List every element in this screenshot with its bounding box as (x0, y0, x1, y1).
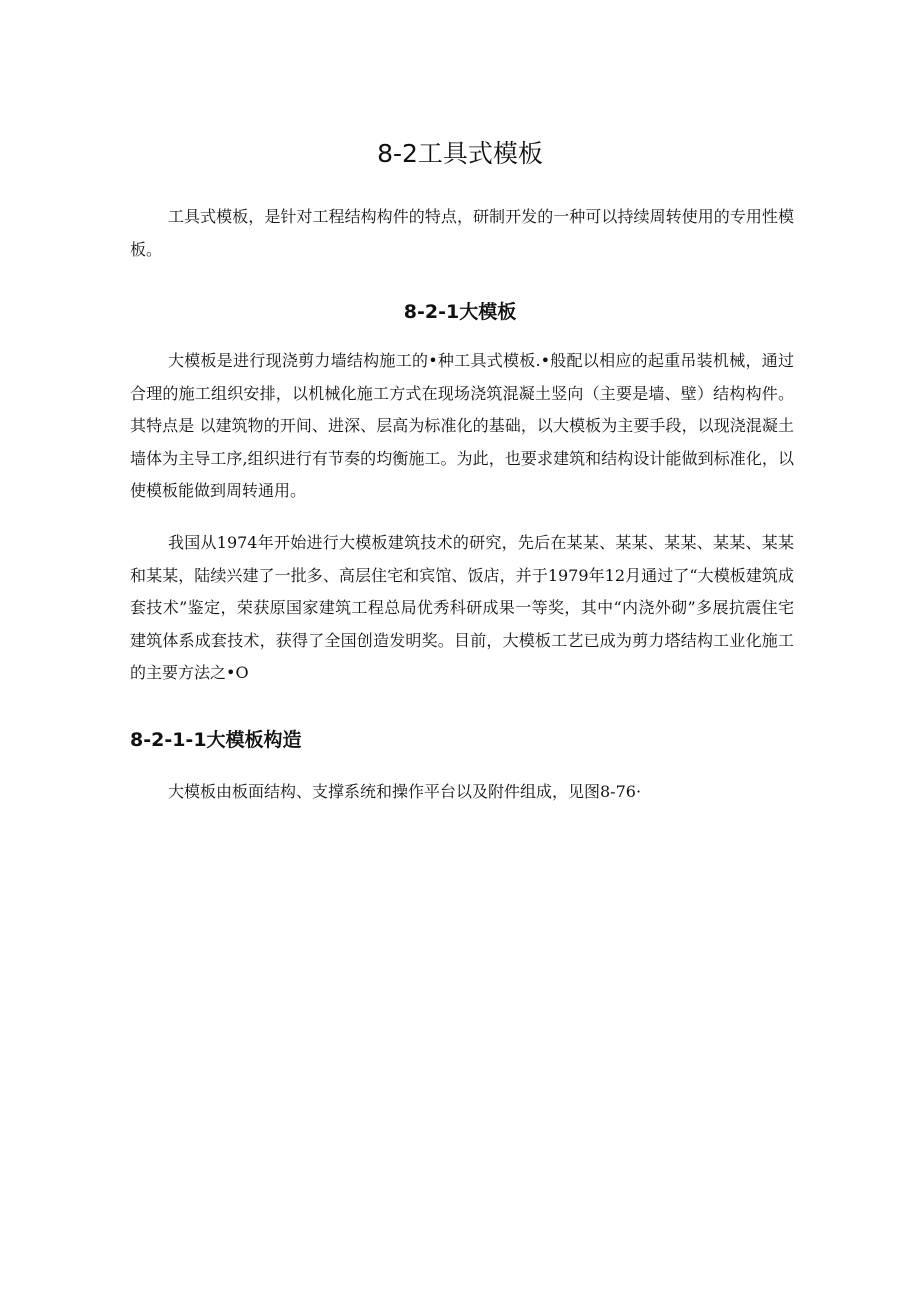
section-heading-large-formwork: 8-2-1大模板 (403, 301, 517, 323)
section-2-paragraph: 大模板由板面结构、支撑系统和操作平台以及附件组成，见图8-76· (168, 782, 642, 801)
intro-paragraph: 工具式模板，是针对工程结构构件的特点，研制开发的一种可以持续周转使用的专用性模板。 (130, 207, 794, 259)
section-1-paragraph-1: 大模板是进行现浇剪力墙结构施工的•种工具式模板.•般配以相应的起重吊装机械，通过合理的施工组织安排，以机械化施工方式在现场浇筑混凝土竖向（主要是墙、壁）结构构件。其特点是 以建筑物的开间、进深、层高为标准化的基础，以大模板为主要手段，以现浇混凝土墙体为主导工序,组织进行有节奏的均衡施工。为此，也要求建筑和结构设计能做到标准化，以使模板能做到周转通用。 (130, 351, 794, 500)
subsection-heading-formwork-construction: 8-2-1-1大模板构造 (130, 729, 302, 751)
page-title: 8-2工具式模板 (377, 139, 543, 168)
section-1-paragraph-2: 我国从1974年开始进行大模板建筑技术的研究，先后在某某、某某、某某、某某、某某和某某，陆续兴建了一批多、高层住宅和宾馆、饭店，并于1979年12月通过了“大模板建筑成套技术”鉴定，荣获原国家建筑工程总局优秀科研成果一等奖，其中“内浇外砌”多展抗震住宅建筑体系成套技术，获得了全国创造发明奖。目前，大模板工艺已成为剪力塔结构工业化施工的主要方法之•O (130, 533, 794, 682)
